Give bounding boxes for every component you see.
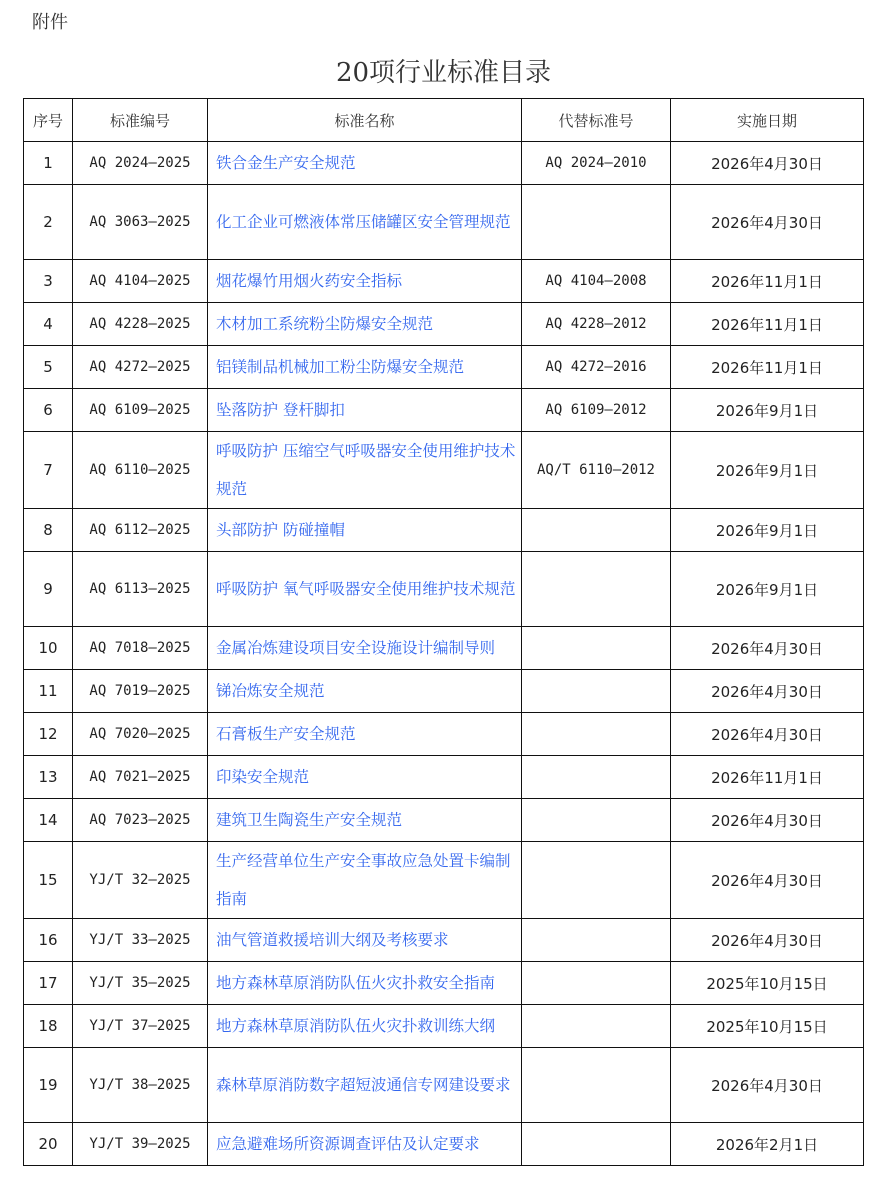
table-row <box>24 1123 864 1166</box>
standard-name-link[interactable]: 地方森林草原消防队伍火灾扑救安全指南 <box>216 974 496 992</box>
table-row <box>24 185 864 260</box>
table-row <box>24 756 864 799</box>
row-number: 13 <box>38 768 58 786</box>
effective-date-cell <box>671 1048 864 1123</box>
row-number-cell <box>24 260 73 303</box>
effective-date-cell <box>671 509 864 552</box>
header-replaces: 代替标准号 <box>522 99 671 142</box>
standard-code: YJ/T 37—2025 <box>89 1018 191 1034</box>
standard-name-cell <box>208 1123 522 1166</box>
standard-name-link[interactable]: 印染安全规范 <box>216 768 310 786</box>
standard-code: YJ/T 35—2025 <box>89 975 191 991</box>
standard-name-link[interactable]: 坠落防护 登杆脚扣 <box>216 401 345 419</box>
standard-name-cell <box>208 919 522 962</box>
replaced-standard-cell <box>522 432 671 509</box>
standard-name-link[interactable]: 锑冶炼安全规范 <box>216 682 325 700</box>
table-row <box>24 713 864 756</box>
replaced-standard-cell <box>522 346 671 389</box>
standard-code-cell <box>73 509 208 552</box>
standard-name-cell <box>208 756 522 799</box>
standard-name-cell <box>208 713 522 756</box>
effective-date: 2026年4月30日 <box>711 639 823 658</box>
effective-date: 2026年4月30日 <box>711 931 823 950</box>
effective-date-cell <box>671 142 864 185</box>
standard-name-link[interactable]: 地方森林草原消防队伍火灾扑救训练大纲 <box>216 1017 496 1035</box>
standard-code-cell <box>73 389 208 432</box>
replaced-standard-cell <box>522 842 671 919</box>
standard-name-link[interactable]: 呼吸防护 压缩空气呼吸器安全使用维护技术规范 <box>216 442 516 498</box>
effective-date: 2026年11月1日 <box>711 315 823 334</box>
standard-name-link[interactable]: 森林草原消防数字超短波通信专网建设要求 <box>216 1076 511 1094</box>
header-date: 实施日期 <box>671 99 864 142</box>
row-number-cell <box>24 185 73 260</box>
row-number-cell <box>24 1048 73 1123</box>
table-row <box>24 303 864 346</box>
standard-code: YJ/T 33—2025 <box>89 932 191 948</box>
effective-date-cell <box>671 799 864 842</box>
table-row <box>24 799 864 842</box>
replaced-standard-cell <box>522 670 671 713</box>
standard-name-link[interactable]: 木材加工系统粉尘防爆安全规范 <box>216 315 434 333</box>
replaced-standard-cell <box>522 713 671 756</box>
standard-code: AQ 4228—2025 <box>89 316 191 332</box>
standard-name-cell <box>208 389 522 432</box>
standard-name-link[interactable]: 建筑卫生陶瓷生产安全规范 <box>216 811 403 829</box>
table-row <box>24 919 864 962</box>
standard-code-cell <box>73 1048 208 1123</box>
standard-code-cell <box>73 303 208 346</box>
replaced-standard-cell <box>522 1123 671 1166</box>
standard-code-cell <box>73 185 208 260</box>
standard-name-link[interactable]: 金属冶炼建设项目安全设施设计编制导则 <box>216 639 496 657</box>
replaced-standard-cell <box>522 799 671 842</box>
row-number-cell <box>24 303 73 346</box>
standard-code-cell <box>73 713 208 756</box>
standard-name-cell <box>208 142 522 185</box>
effective-date-cell <box>671 389 864 432</box>
standard-code: AQ 7021—2025 <box>89 769 191 785</box>
standard-name-cell <box>208 185 522 260</box>
effective-date: 2026年4月30日 <box>711 213 823 232</box>
row-number-cell <box>24 1005 73 1048</box>
table-header <box>24 99 864 142</box>
row-number: 5 <box>43 358 53 376</box>
table-row <box>24 552 864 627</box>
table-row <box>24 962 864 1005</box>
header-no: 序号 <box>24 99 73 142</box>
row-number: 3 <box>43 272 53 290</box>
effective-date-cell <box>671 260 864 303</box>
standard-code-cell <box>73 670 208 713</box>
replaced-standard: AQ 6109—2012 <box>545 402 647 418</box>
row-number-cell <box>24 842 73 919</box>
standard-name-cell <box>208 670 522 713</box>
row-number-cell <box>24 627 73 670</box>
standard-code-cell <box>73 346 208 389</box>
standard-name-cell <box>208 1048 522 1123</box>
standard-name-link[interactable]: 呼吸防护 氧气呼吸器安全使用维护技术规范 <box>216 580 516 598</box>
replaced-standard-cell <box>522 1005 671 1048</box>
table-row <box>24 432 864 509</box>
replaced-standard: AQ 4228—2012 <box>545 316 647 332</box>
table-row <box>24 1005 864 1048</box>
standard-name-link[interactable]: 石膏板生产安全规范 <box>216 725 356 743</box>
replaced-standard: AQ/T 6110—2012 <box>536 462 655 478</box>
effective-date-cell <box>671 303 864 346</box>
row-number-cell <box>24 142 73 185</box>
effective-date: 2025年10月15日 <box>706 1017 828 1036</box>
row-number: 18 <box>38 1017 58 1035</box>
effective-date: 2026年9月1日 <box>715 580 819 599</box>
standard-name-link[interactable]: 头部防护 防碰撞帽 <box>216 521 345 539</box>
replaced-standard-cell <box>522 756 671 799</box>
standard-code: AQ 2024—2025 <box>89 155 191 171</box>
effective-date: 2026年11月1日 <box>711 358 823 377</box>
row-number-cell <box>24 713 73 756</box>
standards-table <box>23 98 864 1166</box>
standard-name-link[interactable]: 油气管道救援培训大纲及考核要求 <box>216 931 449 949</box>
table-row <box>24 670 864 713</box>
table-row <box>24 509 864 552</box>
standard-code: AQ 7018—2025 <box>89 640 191 656</box>
replaced-standard-cell <box>522 142 671 185</box>
replaced-standard-cell <box>522 1048 671 1123</box>
table-row <box>24 389 864 432</box>
standard-code-cell <box>73 627 208 670</box>
replaced-standard-cell <box>522 303 671 346</box>
standard-code: AQ 6110—2025 <box>89 462 191 478</box>
row-number-cell <box>24 389 73 432</box>
effective-date: 2026年9月1日 <box>715 401 819 420</box>
effective-date-cell <box>671 1123 864 1166</box>
standard-name-cell <box>208 303 522 346</box>
standard-code-cell <box>73 142 208 185</box>
effective-date: 2026年4月30日 <box>711 871 823 890</box>
row-number: 11 <box>38 682 58 700</box>
row-number: 15 <box>38 871 58 889</box>
attachment-label: 附件 <box>32 12 68 33</box>
row-number: 2 <box>43 213 53 231</box>
row-number: 8 <box>43 521 53 539</box>
standard-code-cell <box>73 962 208 1005</box>
standard-name-cell <box>208 842 522 919</box>
row-number: 14 <box>38 811 58 829</box>
table-row <box>24 260 864 303</box>
standard-code: YJ/T 38—2025 <box>89 1077 191 1093</box>
replaced-standard-cell <box>522 185 671 260</box>
effective-date: 2026年4月30日 <box>711 811 823 830</box>
standard-code: AQ 4104—2025 <box>89 273 191 289</box>
standard-code: AQ 7019—2025 <box>89 683 191 699</box>
standard-code: AQ 6113—2025 <box>89 581 191 597</box>
standard-name-cell <box>208 799 522 842</box>
standard-code: AQ 6112—2025 <box>89 522 191 538</box>
row-number-cell <box>24 919 73 962</box>
row-number: 10 <box>38 639 58 657</box>
standard-code-cell <box>73 260 208 303</box>
effective-date: 2026年4月30日 <box>711 725 823 744</box>
effective-date: 2026年4月30日 <box>711 1076 823 1095</box>
standard-code-cell <box>73 1005 208 1048</box>
row-number: 19 <box>38 1076 58 1094</box>
row-number: 12 <box>38 725 58 743</box>
effective-date: 2026年11月1日 <box>711 272 823 291</box>
standard-code-cell <box>73 552 208 627</box>
standard-name-cell <box>208 962 522 1005</box>
standard-code: AQ 7023—2025 <box>89 812 191 828</box>
row-number: 1 <box>43 154 53 172</box>
effective-date-cell <box>671 627 864 670</box>
effective-date-cell <box>671 842 864 919</box>
row-number-cell <box>24 432 73 509</box>
row-number: 9 <box>43 580 53 598</box>
effective-date: 2026年9月1日 <box>715 521 819 540</box>
row-number-cell <box>24 346 73 389</box>
table-row <box>24 627 864 670</box>
replaced-standard-cell <box>522 552 671 627</box>
standard-name-cell <box>208 432 522 509</box>
header-name: 标准名称 <box>208 99 522 142</box>
effective-date: 2026年9月1日 <box>715 461 819 480</box>
replaced-standard-cell <box>522 962 671 1005</box>
replaced-standard-cell <box>522 260 671 303</box>
effective-date: 2026年4月30日 <box>711 154 823 173</box>
standard-name-link[interactable]: 应急避难场所资源调查评估及认定要求 <box>216 1135 480 1153</box>
effective-date-cell <box>671 713 864 756</box>
standard-name-cell <box>208 627 522 670</box>
standard-name-link[interactable]: 铝镁制品机械加工粉尘防爆安全规范 <box>216 358 465 376</box>
standard-name-link[interactable]: 化工企业可燃液体常压储罐区安全管理规范 <box>216 213 511 231</box>
page-title: 20项行业标准目录 <box>335 58 552 88</box>
replaced-standard: AQ 4272—2016 <box>545 359 647 375</box>
standard-code-cell <box>73 432 208 509</box>
standard-name-cell <box>208 260 522 303</box>
row-number: 4 <box>43 315 53 333</box>
row-number-cell <box>24 1123 73 1166</box>
row-number: 20 <box>38 1135 58 1153</box>
row-number-cell <box>24 670 73 713</box>
effective-date-cell <box>671 962 864 1005</box>
standard-code: YJ/T 32—2025 <box>89 872 191 888</box>
standard-code-cell <box>73 842 208 919</box>
standard-name-cell <box>208 509 522 552</box>
standard-code-cell <box>73 756 208 799</box>
table-row <box>24 842 864 919</box>
standard-name-cell <box>208 552 522 627</box>
standard-name-link[interactable]: 铁合金生产安全规范 <box>216 154 356 172</box>
replaced-standard-cell <box>522 509 671 552</box>
standard-code-cell <box>73 799 208 842</box>
row-number-cell <box>24 799 73 842</box>
row-number: 16 <box>38 931 58 949</box>
effective-date: 2026年4月30日 <box>711 682 823 701</box>
standard-code: AQ 3063—2025 <box>89 214 191 230</box>
row-number-cell <box>24 552 73 627</box>
standard-name-cell <box>208 1005 522 1048</box>
row-number: 6 <box>43 401 53 419</box>
effective-date: 2026年2月1日 <box>715 1135 819 1154</box>
standard-code-cell <box>73 1123 208 1166</box>
effective-date-cell <box>671 185 864 260</box>
standard-code: AQ 4272—2025 <box>89 359 191 375</box>
effective-date-cell <box>671 346 864 389</box>
standard-code: YJ/T 39—2025 <box>89 1136 191 1152</box>
replaced-standard-cell <box>522 919 671 962</box>
effective-date-cell <box>671 919 864 962</box>
row-number: 17 <box>38 974 58 992</box>
effective-date: 2026年11月1日 <box>711 768 823 787</box>
standard-name-link[interactable]: 生产经营单位生产安全事故应急处置卡编制指南 <box>216 852 511 908</box>
row-number: 7 <box>43 461 53 479</box>
row-number-cell <box>24 509 73 552</box>
effective-date-cell <box>671 756 864 799</box>
replaced-standard-cell <box>522 627 671 670</box>
effective-date-cell <box>671 670 864 713</box>
effective-date-cell <box>671 1005 864 1048</box>
replaced-standard: AQ 2024—2010 <box>545 155 647 171</box>
table-row <box>24 346 864 389</box>
standard-code: AQ 6109—2025 <box>89 402 191 418</box>
standard-code-cell <box>73 919 208 962</box>
replaced-standard: AQ 4104—2008 <box>545 273 647 289</box>
standard-name-cell <box>208 346 522 389</box>
table-row <box>24 1048 864 1123</box>
row-number-cell <box>24 962 73 1005</box>
table-row <box>24 142 864 185</box>
header-code: 标准编号 <box>73 99 208 142</box>
effective-date-cell <box>671 432 864 509</box>
replaced-standard-cell <box>522 389 671 432</box>
effective-date-cell <box>671 552 864 627</box>
standard-name-link[interactable]: 烟花爆竹用烟火药安全指标 <box>216 272 403 290</box>
effective-date: 2025年10月15日 <box>706 974 828 993</box>
standard-code: AQ 7020—2025 <box>89 726 191 742</box>
row-number-cell <box>24 756 73 799</box>
